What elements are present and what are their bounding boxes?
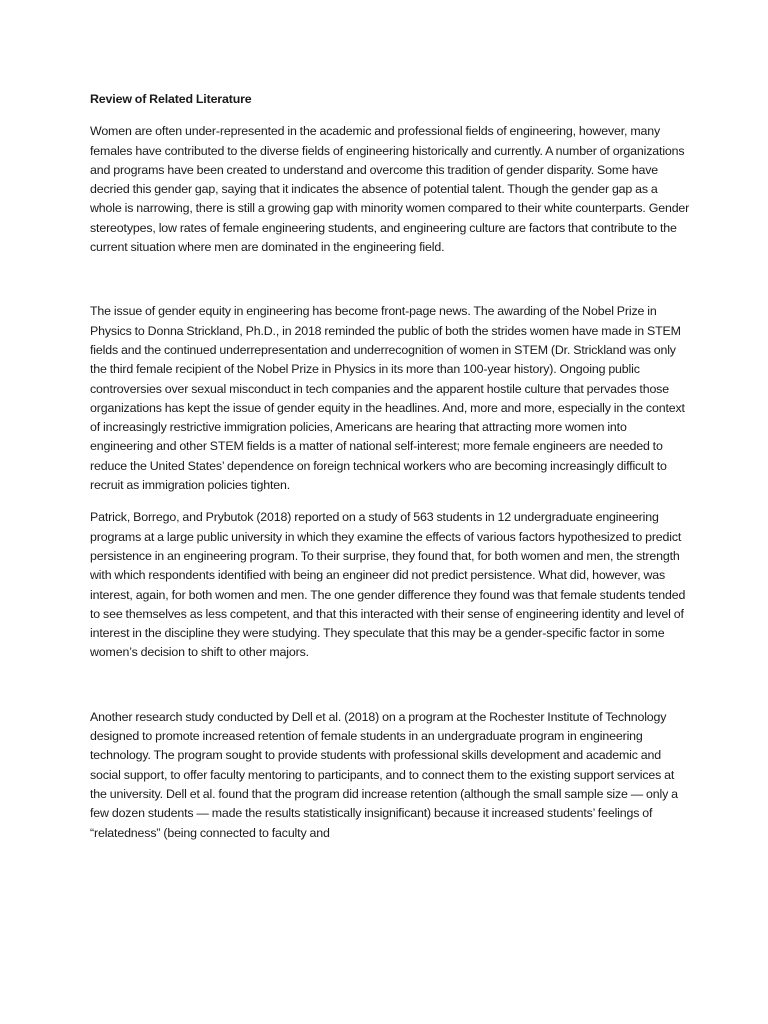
paragraph-intro: Women are often under-represented in the academic and professional fields of engineering, however, many females have contributed to the diverse fields of engineering historically and currently. A number of organizations and programs have been created to understand and overcome this tradition of gender disparity. Some have decried this gender gap, saying that it indicates the absence of potential talent. Though the gender gap as a whole is narrowing, there is still a growing gap with minority women compared to their white counterparts. Gender stereotypes, low rates of female engineering students, and engineering culture are factors that contribute to the current situation where men are dominated in the engineering field. xyxy=(90,124,690,255)
paragraph-patrick-study: Patrick, Borrego, and Prybutok (2018) reported on a study of 563 students in 12 undergraduate engineering programs at a large public university in which they examine the effects of various factors hypothesized to predict persistence in an engineering program. To their surprise, they found that, for both women and men, the strength with which respondents identified with being an engineer did not predict persistence. What did, however, was interest, again, for both women and men. The one gender difference they found was that female students tended to see themselves as less competent, and that this interacted with their sense of engineering identity and level of interest in the discipline they were studying. They speculate that this may be a gender-specific factor in some women’s decision to shift to other majors. xyxy=(90,510,686,660)
paragraph-dell-study: Another research study conducted by Dell et al. (2018) on a program at the Rochester Institute of Technology designed to promote increased retention of female students in an undergraduate program in engineering technology. The program sought to provide students with professional skills development and academic and social support, to offer faculty mentoring to participants, and to connect them to the existing support services at the university. Dell et al. found that the program did increase retention (although the small sample size — only a few dozen students — made the results statistically insignificant) because it increased students’ feelings of “relatedness” (being connected to faculty and xyxy=(90,709,678,840)
document-page xyxy=(90,90,690,843)
section-heading: Review of Related Literature xyxy=(90,92,252,106)
paragraph-gender-equity-news: The issue of gender equity in engineering has become front-page news. The awarding of the Nobel Prize in Physics to Donna Strickland, Ph.D., in 2018 reminded the public of both the strides women have made in STEM fields and the continued underrepresentation and underrecognition of women in STEM (Dr. Strickland was only the third female recipient of the Nobel Prize in Physics in its more than 100-year history). Ongoing public controversies over sexual misconduct in tech companies and the apparent hostile culture that pervades those organizations has kept the issue of gender equity in the headlines. And, more and more, especially in the context of increasingly restrictive immigration policies, Americans are hearing that attracting more women into engineering and other STEM fields is a matter of national self-interest; more female engineers are needed to reduce the United States’ dependence on foreign technical workers who are becoming increasingly difficult to recruit as immigration policies tighten. xyxy=(90,304,685,493)
